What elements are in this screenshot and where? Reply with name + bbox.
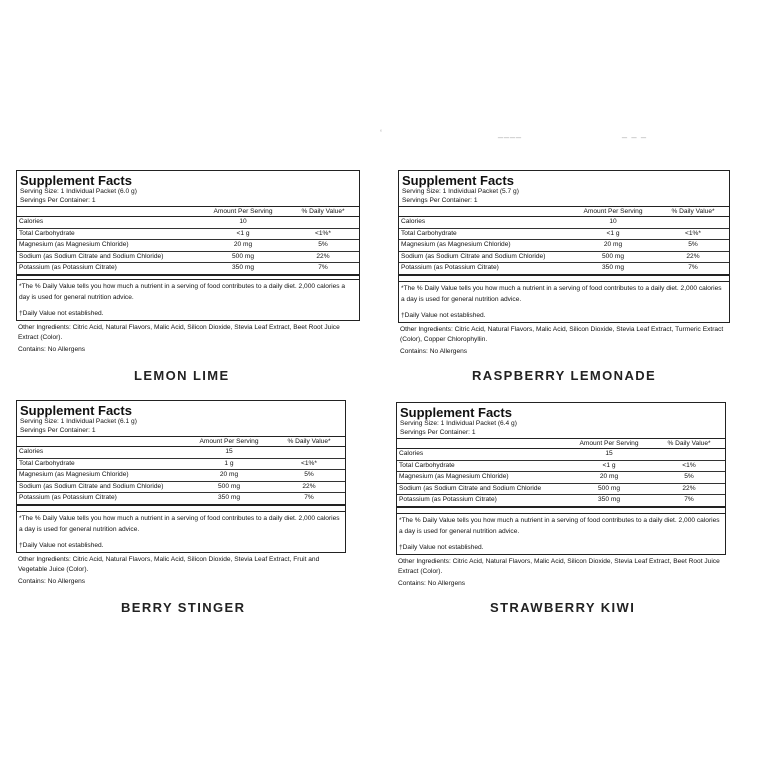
nutrient-amount: 500 mg	[232, 252, 254, 260]
nutrient-amount: 500 mg	[218, 482, 240, 490]
serving-size: Serving Size: 1 Individual Packet (6.4 g)	[400, 420, 517, 427]
daily-value-notes	[396, 514, 726, 555]
nutrient-amount: <1 g	[606, 229, 620, 237]
facts-header-row	[397, 438, 725, 449]
servings-per-container: Servings Per Container: 1	[400, 428, 476, 436]
nutrient-name: Calories	[19, 448, 44, 455]
other-ingredients: Other Ingredients: Citric Acid, Natural Flavors, Malic Acid, Silicon Dioxide, Stevia Leaf Extract, Beet Root Juice Extract (Color).	[398, 557, 720, 575]
nutrient-row	[17, 229, 359, 241]
nutrient-name: Total Carbohydrate	[19, 459, 75, 467]
supplement-facts-box	[398, 170, 730, 282]
nutrient-amount: 350 mg	[598, 496, 620, 503]
facts-header-row	[17, 206, 359, 217]
not-established-note: †Daily Value not established.	[401, 312, 486, 319]
nutrient-dv: 5%	[684, 473, 694, 480]
daily-value-note: *The % Daily Value tells you how much a nutrient in a serving of food contributes to a daily diet. 2,000 calories a day is used for general nutrition advice.	[19, 283, 346, 301]
nutrient-amount: 20 mg	[219, 471, 239, 478]
nutrient-amount: <1 g	[236, 229, 250, 237]
dv-header: % Daily Value*	[301, 208, 345, 215]
flavor-label-strawberry-kiwi: STRAWBERRY KIWI	[490, 600, 636, 615]
nutrient-dv: 5%	[318, 241, 328, 248]
nutrient-row	[397, 484, 725, 496]
nutrient-amount: 350 mg	[602, 264, 624, 271]
panel-lemon-lime	[16, 170, 360, 355]
nutrient-name: Calories	[401, 218, 426, 225]
nutrient-row	[399, 263, 729, 276]
nutrient-row	[17, 252, 359, 264]
supplement-facts-box	[16, 170, 360, 280]
nutrient-amount: 350 mg	[218, 494, 240, 501]
nutrient-name: Potassium (as Potassium Citrate)	[19, 494, 117, 501]
nutrient-name: Sodium (as Sodium Citrate and Sodium Chloride	[399, 484, 542, 492]
nutrient-amount: 20 mg	[599, 473, 619, 480]
daily-value-notes	[398, 282, 730, 323]
nutrient-name: Potassium (as Potassium Citrate)	[401, 264, 499, 271]
panel-berry-stinger	[16, 400, 346, 587]
nutrient-name: Sodium (as Sodium Citrate and Sodium Chloride)	[401, 252, 546, 260]
dv-header: % Daily Value*	[667, 440, 711, 447]
nutrient-name: Sodium (as Sodium Citrate and Sodium Chloride)	[19, 252, 164, 260]
nutrient-row	[17, 470, 345, 482]
nutrient-rows	[17, 447, 345, 506]
amount-header: Amount Per Serving	[583, 208, 643, 215]
nutrient-row	[399, 252, 729, 264]
nutrient-dv	[273, 447, 345, 458]
other-ingredients: Other Ingredients: Citric Acid, Natural Flavors, Malic Acid, Silicon Dioxide, Stevia Leaf Extract, Fruit and Vegetable Juice (Color).	[18, 555, 320, 573]
nutrient-dv	[657, 217, 729, 228]
not-established-note: †Daily Value not established.	[399, 544, 484, 551]
nutrient-dv: 7%	[684, 496, 694, 503]
other-ingredients: Other Ingredients: Citric Acid, Natural Flavors, Malic Acid, Silicon Dioxide, Stevia Leaf Extract, Turmeric Extract (Color), Copper Chlorophyllin.	[400, 325, 724, 343]
daily-value-notes	[16, 280, 360, 321]
allergen-statement: Contains: No Allergens	[398, 579, 466, 587]
nutrient-row	[399, 240, 729, 252]
daily-value-notes	[16, 512, 346, 553]
nutrient-name: Magnesium (as Magnesium Chloride)	[401, 241, 511, 248]
amount-header: Amount Per Serving	[579, 440, 639, 447]
nutrient-row	[17, 447, 345, 459]
nutrient-dv	[653, 449, 725, 460]
nutrient-row	[17, 240, 359, 252]
nutrient-rows	[17, 217, 359, 276]
facts-title: Supplement Facts	[20, 173, 132, 188]
nutrient-rows	[399, 217, 729, 276]
nutrient-name: Magnesium (as Magnesium Chloride)	[399, 473, 509, 480]
nutrient-rows	[397, 449, 725, 508]
nutrient-amount: 500 mg	[602, 252, 624, 260]
dv-header: % Daily Value*	[287, 438, 331, 445]
nutrient-name: Total Carbohydrate	[399, 461, 455, 469]
amount-header: Amount Per Serving	[213, 208, 273, 215]
nutrient-name: Potassium (as Potassium Citrate)	[399, 496, 497, 503]
dv-header: % Daily Value*	[671, 208, 715, 215]
nutrient-name: Magnesium (as Magnesium Chloride)	[19, 471, 129, 478]
nutrient-dv: <1%*	[301, 459, 317, 467]
other-ingredients: Other Ingredients: Citric Acid, Natural Flavors, Malic Acid, Silicon Dioxide, Stevia Leaf Extract, Beet Root Juice Extract (Color).	[18, 323, 340, 341]
nutrient-dv: <1%*	[685, 229, 701, 237]
nutrient-name: Sodium (as Sodium Citrate and Sodium Chloride)	[19, 482, 164, 490]
allergen-statement: Contains: No Allergens	[400, 347, 468, 355]
flavor-label-berry-stinger: BERRY STINGER	[121, 600, 246, 615]
facts-title: Supplement Facts	[400, 405, 512, 420]
panel-strawberry-kiwi	[396, 402, 726, 589]
nutrient-dv: <1%*	[315, 229, 331, 237]
ingredients-footer	[398, 323, 730, 358]
nutrient-amount: 20 mg	[233, 241, 253, 248]
allergen-statement: Contains: No Allergens	[18, 345, 86, 353]
ingredients-footer	[16, 553, 346, 588]
panel-raspberry-lemonade	[398, 170, 730, 357]
not-established-note: †Daily Value not established.	[19, 310, 104, 317]
nutrient-amount: 1 g	[224, 459, 234, 467]
daily-value-note: *The % Daily Value tells you how much a nutrient in a serving of food contributes to a daily diet. 2,000 calories a day is used for general nutrition advice.	[19, 515, 340, 533]
nutrient-amount: 15	[605, 450, 613, 457]
nutrient-row	[17, 217, 359, 229]
daily-value-note: *The % Daily Value tells you how much a nutrient in a serving of food contributes to a daily diet. 2,000 calories a day is used for general nutrition advice.	[401, 285, 722, 303]
nutrient-dv: 22%	[302, 482, 316, 490]
nutrient-dv: 22%	[686, 252, 700, 260]
facts-title: Supplement Facts	[402, 173, 514, 188]
nutrient-amount: 500 mg	[598, 484, 620, 492]
nutrient-name: Total Carbohydrate	[401, 229, 457, 237]
facts-title: Supplement Facts	[20, 403, 132, 418]
daily-value-note: *The % Daily Value tells you how much a nutrient in a serving of food contributes to a daily diet. 2,000 calories a day is used for general nutrition advice.	[399, 517, 720, 535]
serving-size: Serving Size: 1 Individual Packet (5.7 g)	[402, 188, 519, 195]
nutrient-amount: <1 g	[602, 461, 616, 469]
serving-size: Serving Size: 1 Individual Packet (6.0 g)	[20, 188, 137, 195]
nutrient-dv: 5%	[688, 241, 698, 248]
nutrient-dv: 22%	[316, 252, 330, 260]
nutrient-dv: 7%	[318, 264, 328, 271]
nutrient-dv: 5%	[304, 471, 314, 478]
serving-size: Serving Size: 1 Individual Packet (6.1 g)	[20, 418, 137, 425]
nutrient-name: Calories	[19, 218, 44, 225]
servings-per-container: Servings Per Container: 1	[20, 196, 96, 204]
nutrient-dv: 22%	[682, 484, 696, 492]
nutrient-dv: <1%	[682, 461, 696, 469]
nutrient-row	[17, 482, 345, 494]
nutrient-name: Potassium (as Potassium Citrate)	[19, 264, 117, 271]
nutrient-row	[399, 229, 729, 241]
supplement-facts-box	[396, 402, 726, 514]
nutrient-row	[17, 493, 345, 506]
nutrient-row	[397, 495, 725, 508]
nutrient-dv: 7%	[304, 494, 314, 501]
servings-per-container: Servings Per Container: 1	[20, 426, 96, 434]
nutrient-name: Total Carbohydrate	[19, 229, 75, 237]
amount-header: Amount Per Serving	[199, 438, 259, 445]
nutrient-amount: 15	[225, 448, 233, 455]
ingredients-footer	[16, 321, 360, 356]
allergen-statement: Contains: No Allergens	[18, 577, 86, 585]
nutrient-dv	[287, 217, 359, 228]
facts-header-row	[399, 206, 729, 217]
not-established-note: †Daily Value not established.	[19, 542, 104, 549]
nutrient-amount: 10	[239, 218, 247, 225]
supplement-facts-box	[16, 400, 346, 512]
nutrient-row	[399, 217, 729, 229]
nutrient-row	[17, 459, 345, 471]
nutrient-name: Calories	[399, 450, 424, 457]
nutrient-name: Magnesium (as Magnesium Chloride)	[19, 241, 129, 248]
nutrient-row	[397, 461, 725, 473]
flavor-label-lemon-lime: LEMON LIME	[134, 368, 230, 383]
nutrient-row	[397, 472, 725, 484]
servings-per-container: Servings Per Container: 1	[402, 196, 478, 204]
facts-header-row	[17, 436, 345, 447]
nutrient-amount: 10	[609, 218, 617, 225]
flavor-label-raspberry-lemonade: RASPBERRY LEMONADE	[472, 368, 657, 383]
nutrient-dv: 7%	[688, 264, 698, 271]
nutrient-row	[17, 263, 359, 276]
nutrient-amount: 20 mg	[603, 241, 623, 248]
cropped-top-text: ‘ ____ _ _ _	[380, 128, 648, 138]
nutrient-row	[397, 449, 725, 461]
nutrient-amount: 350 mg	[232, 264, 254, 271]
ingredients-footer	[396, 555, 726, 590]
